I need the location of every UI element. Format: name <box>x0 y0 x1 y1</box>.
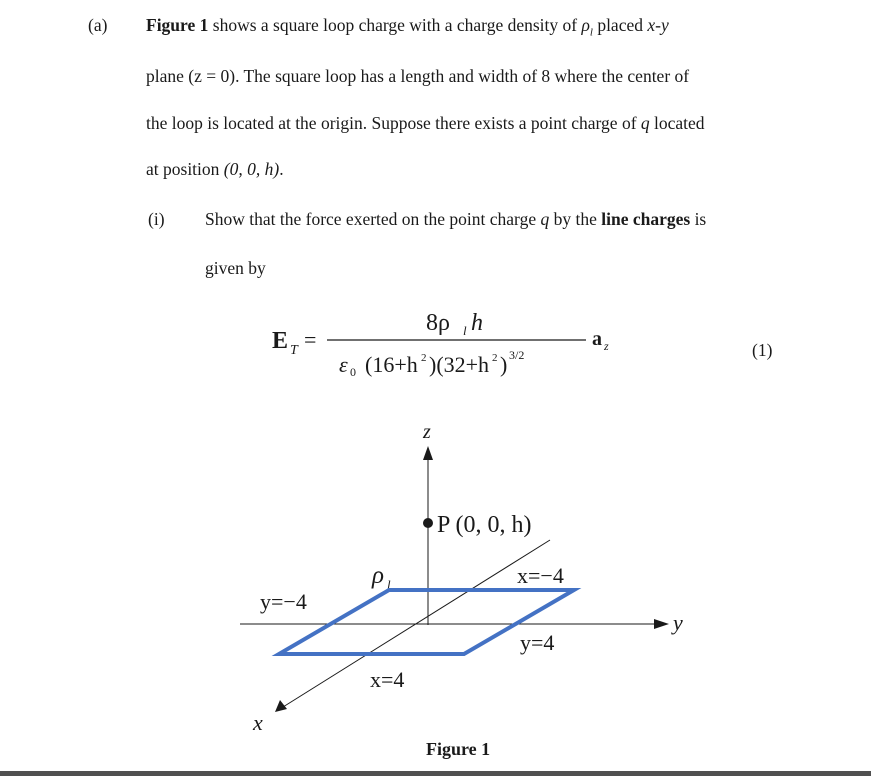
point-p <box>423 518 433 528</box>
edge-label-y-pos: y=4 <box>520 630 555 655</box>
eq-numerator-subscript: l <box>463 323 467 338</box>
rho-subscript: l <box>589 26 593 39</box>
eq-numerator: 8ρ <box>426 310 450 336</box>
point-p-label: P (0, 0, h) <box>437 512 532 538</box>
bottom-edge-bar <box>0 771 871 776</box>
text: is <box>690 209 707 229</box>
eq-numerator-h: h <box>471 310 483 336</box>
subpart-label: (i) <box>148 209 165 229</box>
text: placed <box>592 15 648 35</box>
figure-1 <box>225 400 695 770</box>
eq-unit-vector: a <box>592 328 602 350</box>
y-axis-arrow <box>654 619 669 629</box>
eq-lhs-subscript: T <box>290 343 298 358</box>
eq-denominator-factor-1: (16+h <box>365 352 418 377</box>
x-axis-label: x <box>253 710 263 735</box>
paragraph-line-1 <box>146 14 669 44</box>
text: Show that the force exerted on the point charge <box>205 209 541 229</box>
eq-square-2: 2 <box>492 352 498 364</box>
eq-lhs: E <box>272 328 289 354</box>
eq-unit-subscript: z <box>604 339 609 353</box>
eq-epsilon: ε <box>339 352 348 377</box>
subpart-line-2: given by <box>205 258 266 278</box>
rho-label: ρ <box>372 562 384 589</box>
rho-symbol: ρ <box>581 15 590 35</box>
y-axis-label: y <box>673 610 683 635</box>
eq-equals: = <box>304 327 317 352</box>
q-symbol: q <box>640 113 650 133</box>
q-symbol: q <box>540 209 550 229</box>
eq-epsilon-subscript: 0 <box>350 365 356 379</box>
z-axis-arrow <box>423 446 433 460</box>
z-axis-label: z <box>423 421 431 443</box>
edge-label-x-pos: x=4 <box>370 667 405 692</box>
equation-number: (1) <box>752 340 773 360</box>
eq-square-1: 2 <box>421 352 427 364</box>
eq-denominator-close: ) <box>500 352 508 377</box>
paragraph-line-4 <box>146 158 284 180</box>
line-charges-bold: line charges <box>601 209 691 229</box>
subpart-line-1 <box>205 208 706 230</box>
text: shows a square loop charge with a charge density of <box>208 15 582 35</box>
paragraph-line-2: plane (z = 0). The square loop has a length and width of 8 where the center of <box>146 66 690 86</box>
text: the loop is located at the origin. Suppose there exists a point charge of <box>146 113 641 133</box>
figure-reference: Figure 1 <box>146 15 209 35</box>
rho-subscript-label: l <box>387 577 391 592</box>
text: . <box>279 159 284 179</box>
xy-plane-symbol: x-y <box>647 15 669 35</box>
equation-1 <box>272 305 792 385</box>
edge-label-x-neg: x=−4 <box>517 563 564 588</box>
eq-denominator-factor-2: )(32+h <box>429 352 490 377</box>
figure-caption: Figure 1 <box>426 739 491 759</box>
text: by the <box>549 209 602 229</box>
edge-label-y-neg: y=−4 <box>260 589 307 614</box>
text: at position <box>146 159 224 179</box>
position-symbol: (0, 0, h) <box>223 159 280 179</box>
text: located <box>649 113 705 133</box>
paragraph-line-3 <box>146 112 705 134</box>
eq-exponent: 3/2 <box>509 348 525 362</box>
part-label: (a) <box>88 15 108 35</box>
